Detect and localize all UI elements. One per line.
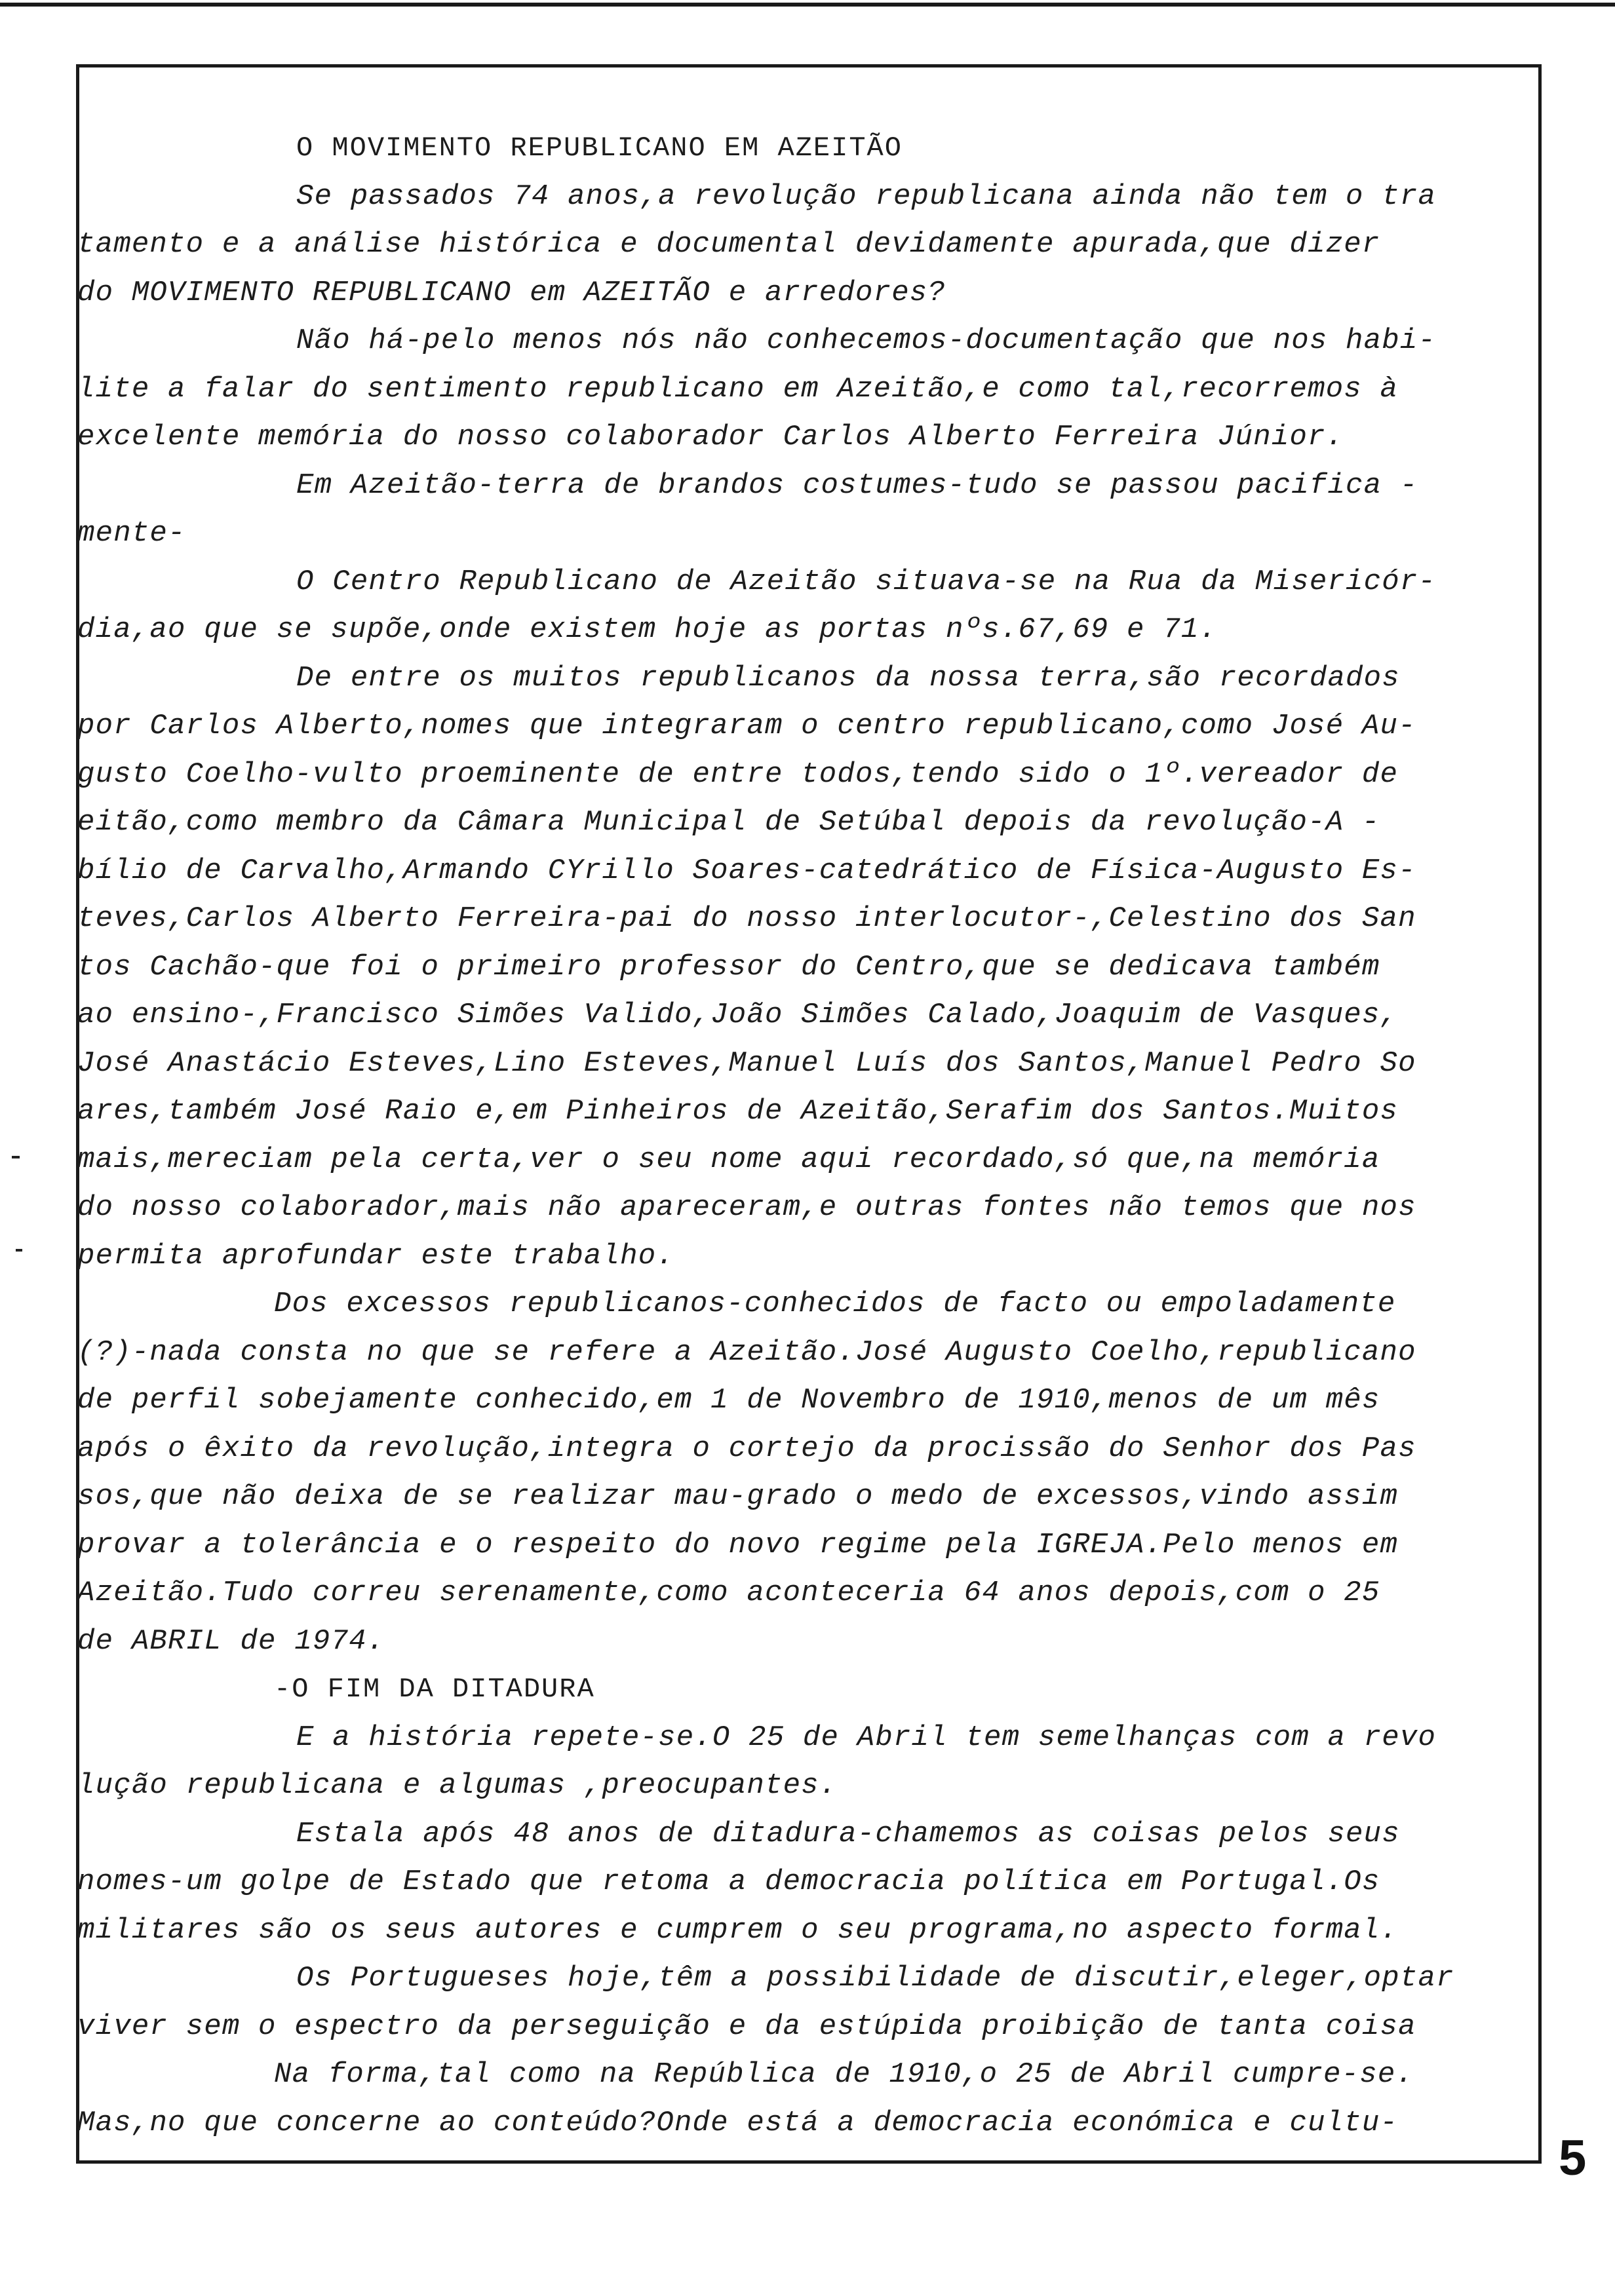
text-line: permita aprofundar este trabalho. — [77, 1239, 674, 1272]
text-line: Azeitão.Tudo correu serenamente,como aconteceria 64 anos depois,com o 25 — [77, 1577, 1380, 1609]
text-line: Mas,no que concerne ao conteúdo?Onde está a democracia económica e cultu- — [77, 2106, 1399, 2139]
text-line: nomes-um golpe de Estado que retoma a democracia política em Portugal.Os — [77, 1866, 1380, 1898]
text-line: gusto Coelho-vulto proeminente de entre todos,tendo sido o 1º.vereador de — [77, 757, 1399, 791]
text-line: Estala após 48 anos de ditadura-chamemos as coisas pelos seus — [296, 1817, 1400, 1850]
text-line: bílio de Carvalho,Armando CYrillo Soares-catedrático de Física-Augusto Es- — [77, 854, 1416, 887]
text-line: provar a tolerância e o respeito do novo regime pela IGREJA.Pelo menos em — [77, 1528, 1399, 1561]
text-line: viver sem o espectro da perseguição e da estúpida proibição de tanta coisa — [77, 2010, 1416, 2043]
text-line: após o êxito da revolução,integra o cortejo da procissão do Senhor dos Pas — [77, 1432, 1416, 1465]
text-line: ao ensino-,Francisco Simões Valido,João Simões Calado,Joaquim de Vasques, — [77, 999, 1399, 1031]
text-line: lução republicana e algumas ,preocupantes. — [77, 1769, 838, 1802]
section-heading: -O FIM DA DITADURA — [274, 1674, 595, 1705]
text-line: José Anastácio Esteves,Lino Esteves,Manuel Luís dos Santos,Manuel Pedro So — [77, 1046, 1416, 1080]
margin-tick — [12, 1156, 20, 1158]
article-body — [77, 124, 1538, 2147]
text-line: teves,Carlos Alberto Ferreira-pai do nosso interlocutor-,Celestino dos San — [77, 902, 1416, 935]
text-line: Não há-pelo menos nós não conhecemos-documentação que nos habi- — [296, 324, 1437, 357]
text-line: sos,que não deixa de se realizar mau-grado o medo de excessos,vindo assim — [77, 1480, 1399, 1513]
text-line: por Carlos Alberto,nomes que integraram o centro republicano,como José Au- — [77, 710, 1416, 742]
page-number: 5 — [1559, 2130, 1587, 2186]
text-line: dia,ao que se supõe,onde existem hoje as portas nºs.67,69 e 71. — [77, 613, 1218, 646]
text-line: De entre os muitos republicanos da nossa terra,são recordados — [296, 661, 1400, 695]
text-line: tos Cachão-que foi o primeiro professor do Centro,que se dedicava também — [77, 950, 1380, 984]
text-line: Se passados 74 anos,a revolução republicana ainda não tem o tra — [296, 180, 1437, 213]
text-line: ares,também José Raio e,em Pinheiros de Azeitão,Serafim dos Santos.Muitos — [77, 1095, 1399, 1128]
text-line: Os Portugueses hoje,têm a possibilidade de discutir,eleger,optar — [296, 1962, 1454, 1995]
text-line: Em Azeitão-terra de brandos costumes-tudo se passou pacifica - — [296, 469, 1418, 502]
text-line: de perfil sobejamente conhecido,em 1 de Novembro de 1910,menos de um mês — [77, 1384, 1380, 1417]
text-line: (?)-nada consta no que se refere a Azeitão.José Augusto Coelho,republicano — [77, 1335, 1416, 1369]
text-line: de ABRIL de 1974. — [77, 1624, 385, 1658]
article-title: O MOVIMENTO REPUBLICANO EM AZEITÃO — [296, 132, 903, 164]
text-line: militares são os seus autores e cumprem o seu programa,no aspecto formal. — [77, 1913, 1399, 1947]
text-line: do nosso colaborador,mais não apareceram,e outras fontes não temos que nos — [77, 1191, 1416, 1224]
text-line: lite a falar do sentimento republicano em Azeitão,e como tal,recorremos à — [77, 372, 1399, 406]
text-line: E a história repete-se.O 25 de Abril tem semelhanças com a revo — [296, 1721, 1437, 1754]
text-line: eitão,como membro da Câmara Municipal de Setúbal depois da revolução-A - — [77, 806, 1380, 839]
margin-tick — [16, 1249, 22, 1252]
text-line: tamento e a análise histórica e documental devidamente apurada,que dizer — [77, 228, 1380, 261]
text-line: Na forma,tal como na República de 1910,o 25 de Abril cumpre-se. — [274, 2058, 1414, 2091]
text-line: Dos excessos republicanos-conhecidos de facto ou empoladamente — [274, 1288, 1396, 1320]
text-line: mente- — [77, 517, 186, 550]
text-line: O Centro Republicano de Azeitão situava-se na Rua da Misericór- — [296, 565, 1437, 598]
text-line: mais,mereciam pela certa,ver o seu nome aqui recordado,só que,na memória — [77, 1143, 1380, 1176]
text-line: excelente memória do nosso colaborador Carlos Alberto Ferreira Júnior. — [77, 421, 1344, 453]
top-rule — [0, 3, 1615, 7]
text-line: do MOVIMENTO REPUBLICANO em AZEITÃO e arredores? — [77, 276, 946, 309]
